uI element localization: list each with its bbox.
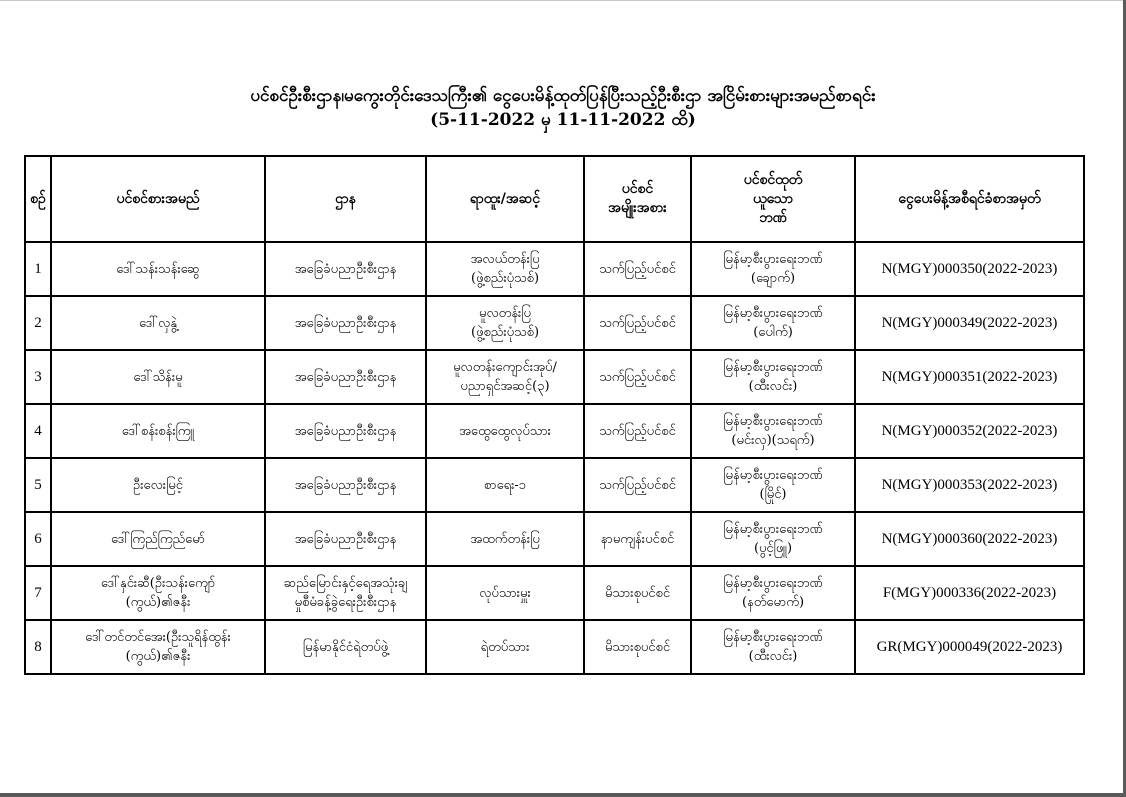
cell-pension-type: သက်ပြည့်ပင်စင် xyxy=(584,404,691,458)
header-no: စဉ် xyxy=(25,156,51,242)
cell-no: 1 xyxy=(25,242,51,296)
cell-department: အခြေခံပညာဦးစီးဌာန xyxy=(265,458,426,512)
cell-pension-type: နာမကျန်းပင်စင် xyxy=(584,512,691,566)
table-row xyxy=(25,296,1084,350)
cell-rank: အလယ်တန်းပြ (ဖွဲ့စည်းပုံသစ်) xyxy=(426,242,584,296)
cell-name: ဒေါ်သိန်းမူ xyxy=(51,350,265,404)
table-row xyxy=(25,512,1084,566)
cell-rank: လုပ်သားမှူး xyxy=(426,566,584,620)
cell-name: ဒေါ်ကြည်ကြည်မော် xyxy=(51,512,265,566)
header-pension-type: ပင်စင် အမျိုးအစား xyxy=(584,156,691,242)
cell-order-no: F(MGY)000336(2022-2023) xyxy=(855,566,1084,620)
cell-bank: မြန်မာ့စီးပွားရေးဘဏ် (ထီးလင်း) xyxy=(691,620,855,674)
table-row xyxy=(25,350,1084,404)
table-row xyxy=(25,404,1084,458)
cell-bank: မြန်မာ့စီးပွားရေးဘဏ် (ပေါက်) xyxy=(691,296,855,350)
cell-pension-type: သက်ပြည့်ပင်စင် xyxy=(584,350,691,404)
title-line-2: (5-11-2022 မှ 11-11-2022 ထိ) xyxy=(430,110,696,130)
cell-name: ဒေါ်တင်တင်အေး(ဦးသူရိန်ထွန်း (ကွယ်)၏ဇနီး xyxy=(51,620,265,674)
cell-department: အခြေခံပညာဦးစီးဌာန xyxy=(265,296,426,350)
cell-no: 4 xyxy=(25,404,51,458)
cell-department: အခြေခံပညာဦးစီးဌာန xyxy=(265,512,426,566)
table-row xyxy=(25,620,1084,674)
document-title xyxy=(0,84,1126,132)
cell-bank: မြန်မာ့စီးပွားရေးဘဏ် (ပွင့်ဖြူ) xyxy=(691,512,855,566)
header-bank: ပင်စင်ထုတ် ယူသော ဘဏ် xyxy=(691,156,855,242)
header-rank: ရာထူး/အဆင့် xyxy=(426,156,584,242)
cell-no: 7 xyxy=(25,566,51,620)
cell-department: မြန်မာနိုင်ငံရဲတပ်ဖွဲ့ xyxy=(265,620,426,674)
cell-name: ဒေါ်စန်းစန်းကြူ xyxy=(51,404,265,458)
cell-department: အခြေခံပညာဦးစီးဌာန xyxy=(265,404,426,458)
cell-bank: မြန်မာ့စီးပွားရေးဘဏ် (နတ်မောက်) xyxy=(691,566,855,620)
cell-order-no: N(MGY)000353(2022-2023) xyxy=(855,458,1084,512)
cell-no: 6 xyxy=(25,512,51,566)
cell-department: အခြေခံပညာဦးစီးဌာန xyxy=(265,350,426,404)
cell-order-no: N(MGY)000349(2022-2023) xyxy=(855,296,1084,350)
cell-pension-type: သက်ပြည့်ပင်စင် xyxy=(584,296,691,350)
cell-order-no: N(MGY)000350(2022-2023) xyxy=(855,242,1084,296)
cell-bank: မြန်မာ့စီးပွားရေးဘဏ် (ထီးလင်း) xyxy=(691,350,855,404)
cell-rank: အထက်တန်းပြ xyxy=(426,512,584,566)
cell-department: ဆည်မြောင်းနှင့်ရေအသုံးချ မှုစီမံခန့်ခွဲရေးဦးစီးဌာန xyxy=(265,566,426,620)
pensioner-table xyxy=(24,155,1085,675)
cell-pension-type: သက်ပြည့်ပင်စင် xyxy=(584,458,691,512)
page-edge-bottom xyxy=(0,793,1126,797)
cell-rank: မူလတန်းပြ (ဖွဲ့စည်းပုံသစ်) xyxy=(426,296,584,350)
cell-name: ဒေါ်သန်းသန်းဆွေ xyxy=(51,242,265,296)
cell-name: ဦးလေးမြင့် xyxy=(51,458,265,512)
page-edge-top xyxy=(0,0,1126,1)
cell-no: 2 xyxy=(25,296,51,350)
cell-no: 5 xyxy=(25,458,51,512)
header-department: ဌာန xyxy=(265,156,426,242)
cell-order-no: N(MGY)000352(2022-2023) xyxy=(855,404,1084,458)
cell-rank: စာရေး-၁ xyxy=(426,458,584,512)
cell-bank: မြန်မာ့စီးပွားရေးဘဏ် (ချောက်) xyxy=(691,242,855,296)
header-order-no: ငွေပေးမိန့်အစီရင်ခံစာအမှတ် xyxy=(855,156,1084,242)
title-line-1: ပင်စင်ဦးစီးဌာန၊မကွေးတိုင်းဒေသကြီး၏ ငွေပေးမိန့်ထုတ်ပြန်ပြီးသည့်ဦးစီးဌာ အငြိမ်းစားများအမည်စာရင်း xyxy=(250,86,876,106)
cell-no: 3 xyxy=(25,350,51,404)
table-header-row xyxy=(25,156,1084,242)
cell-rank: ရဲတပ်သား xyxy=(426,620,584,674)
cell-pension-type: သက်ပြည့်ပင်စင် xyxy=(584,242,691,296)
table-row xyxy=(25,242,1084,296)
cell-rank: အထွေထွေလုပ်သား xyxy=(426,404,584,458)
cell-order-no: N(MGY)000351(2022-2023) xyxy=(855,350,1084,404)
cell-bank: မြန်မာ့စီးပွားရေးဘဏ် (မင်းလှ)(သရက်) xyxy=(691,404,855,458)
header-name: ပင်စင်စားအမည် xyxy=(51,156,265,242)
table-row xyxy=(25,458,1084,512)
cell-name: ဒေါ်နှင်းဆီ(ဦးသန်းကျော် (ကွယ်)၏ဇနီး xyxy=(51,566,265,620)
cell-order-no: GR(MGY)000049(2022-2023) xyxy=(855,620,1084,674)
cell-bank: မြန်မာ့စီးပွားရေးဘဏ် (မြိုင်) xyxy=(691,458,855,512)
cell-rank: မူလတန်းကျောင်းအုပ်/ ပညာရှင်အဆင့်(၃) xyxy=(426,350,584,404)
cell-order-no: N(MGY)000360(2022-2023) xyxy=(855,512,1084,566)
cell-name: ဒေါ်လှနွဲ့ xyxy=(51,296,265,350)
cell-department: အခြေခံပညာဦးစီးဌာန xyxy=(265,242,426,296)
table-row xyxy=(25,566,1084,620)
cell-pension-type: မိသားစုပင်စင် xyxy=(584,566,691,620)
cell-no: 8 xyxy=(25,620,51,674)
cell-pension-type: မိသားစုပင်စင် xyxy=(584,620,691,674)
